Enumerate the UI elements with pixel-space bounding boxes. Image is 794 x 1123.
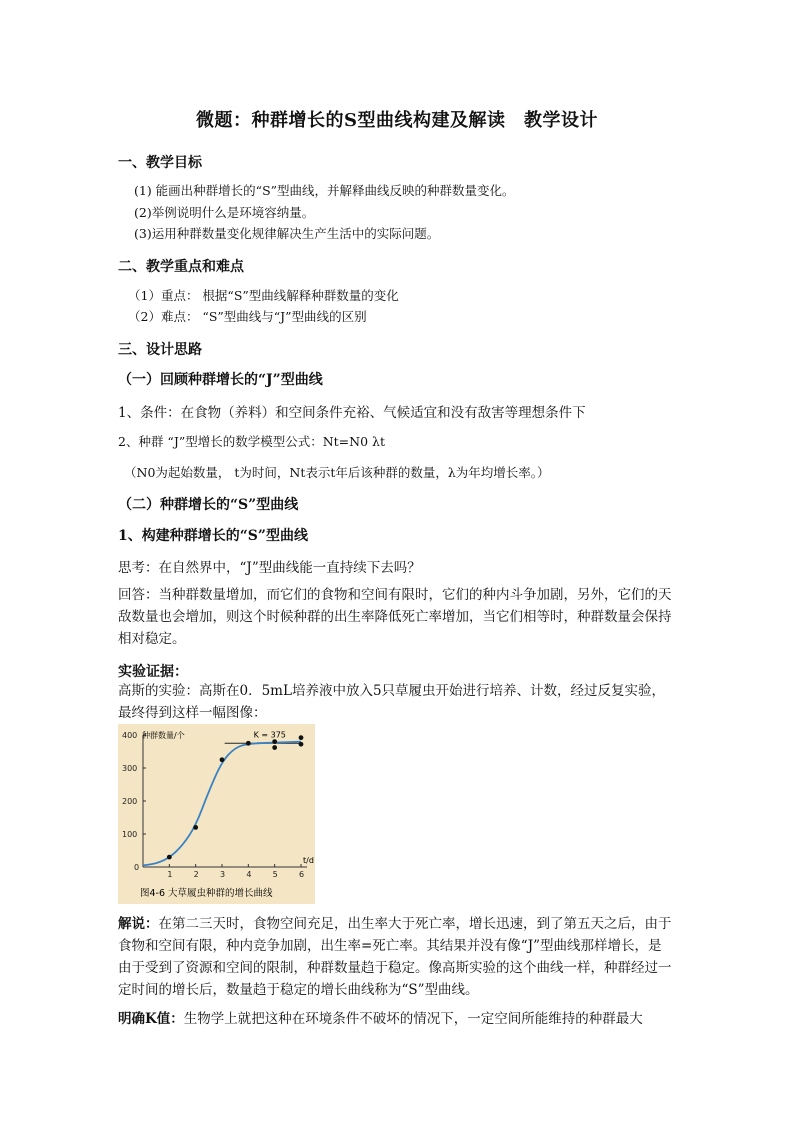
x-tick-label: 6 [299,870,305,879]
data-point [246,741,251,746]
data-point [220,757,225,762]
think-question: 思考：在自然界中，“J”型曲线能一直持续下去吗？ [118,560,421,576]
answer-paragraph: 回答：当种群数量增加，而它们的食物和空间有限时，它们的种内斗争加剧，另外，它们的天敌数量也会增加，则这个时候种群的出生率降低死亡率增加，当它们相等时，种群数量会保持相对稳定。 [118,587,672,647]
data-point [299,742,304,747]
difficulty-item: （2）难点： “S”型曲线与“J”型曲线的区别 [128,309,367,324]
goal-item-2: (2)举例说明什么是环境容纳量。 [134,205,315,220]
subsection-s-curve: （二）种群增长的“S”型曲线 [118,497,299,513]
k-value-label: K = 375 [253,730,286,740]
condition-text: 1、条件：在食物（养料）和空间条件充裕、气候适宜和没有敌害等理想条件下 [118,405,586,421]
x-tick-label: 3 [220,870,226,879]
x-tick-label: 5 [272,870,278,879]
document-title: 微题：种群增长的S型曲线构建及解读 教学设计 [196,110,598,131]
data-point [193,825,198,830]
growth-curve-chart [118,724,315,904]
y-tick-label: 100 [122,830,138,839]
build-s-curve-heading: 1、构建种群增长的“S”型曲线 [118,528,308,544]
section-heading-goals: 一、教学目标 [118,155,202,171]
x-axis-label: t/d [303,856,314,865]
section-heading-design: 三、设计思路 [118,342,202,358]
data-point [272,745,277,750]
data-point [299,735,304,740]
y-tick-label: 200 [122,797,138,806]
chart-background [118,724,315,904]
y-tick-label: 0 [134,863,140,872]
formula-note: （N0为起始数量， t为时间，Nt表示t年后该种群的数量，λ为年均增长率。） [124,465,550,480]
explanation-paragraph [118,913,674,1001]
y-axis-label: 种群数量/个 [142,731,185,740]
x-tick-label: 2 [193,870,199,879]
experiment-paragraph: 高斯的实验：高斯在0．5mL培养液中放入5只草履虫开始进行培养、计数，经过反复实验，最终得到这样一幅图像： [118,683,666,721]
y-tick-label: 400 [122,731,138,740]
evidence-label: 实验证据： [118,664,188,680]
y-tick-label: 300 [122,764,138,773]
section-heading-key-points: 二、教学重点和难点 [118,259,244,275]
x-tick-label: 4 [246,870,252,879]
data-point [167,855,172,860]
x-tick-label: 1 [167,870,173,879]
subsection-j-curve: （一）回顾种群增长的“J”型曲线 [118,372,323,388]
data-point [272,739,277,744]
k-value-paragraph [118,1008,674,1030]
explanation-label: 解说： [118,916,159,932]
goal-item-3: (3)运用种群数量变化规律解决生产生活中的实际问题。 [134,226,440,241]
key-point-item: （1）重点： 根据“S”型曲线解释种群数量的变化 [128,288,399,303]
explanation-text: 在第二三天时，食物空间充足，出生率大于死亡率，增长迅速，到了第五天之后，由于食物和空间有限，种内竞争加剧，出生率=死亡率。其结果并没有像“J”型曲线那样增长，是由于受到了资源和空间的限制，种群数量趋于稳定。像高斯实验的这个曲线一样，种群经过一定时间的增长后，数量趋于稳定的增长曲线称为“S”型曲线。 [118,916,672,998]
goal-item-1: (1) 能画出种群增长的“S”型曲线，并解释曲线反映的种群数量变化。 [134,183,515,198]
k-value-heading: 明确K值： [118,1011,184,1027]
chart-caption: 图4-6 大草履虫种群的增长曲线 [140,888,273,899]
k-value-text: 生物学上就把这种在环境条件不破坏的情况下，一定空间所能维持的种群最大 [183,1011,643,1027]
model-formula-text: 2、种群 “J”型增长的数学模型公式：Nt=N0 λt [118,434,385,449]
